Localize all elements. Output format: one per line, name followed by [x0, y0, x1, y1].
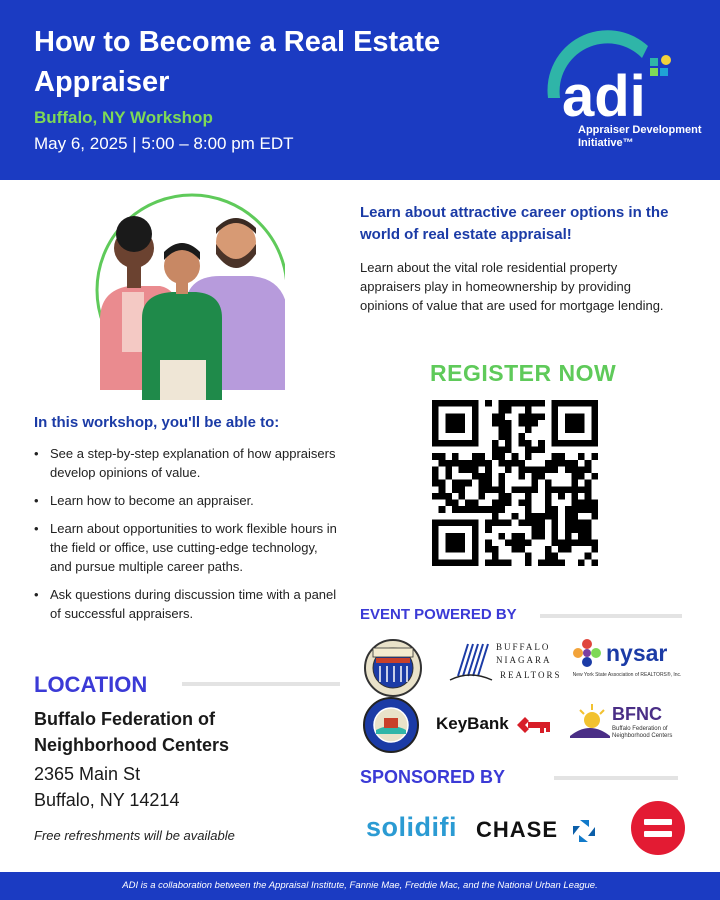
event-date: May 6, 2025 | 5:00 – 8:00 pm EDT [34, 134, 294, 153]
people-illustration [60, 190, 285, 400]
list-item: • See a step-by-step explanation of how appraisers develop opinions of value. [34, 444, 339, 482]
city-seal-icon [362, 696, 420, 754]
adi-logo [538, 28, 702, 163]
bnar-emblem-icon [448, 636, 494, 686]
footer-banner [0, 872, 720, 900]
list-item: • Learn how to become an appraiser. [34, 491, 339, 510]
chase-logo: CHASE [476, 817, 600, 845]
refreshments-note: Free refreshments will be available [34, 828, 235, 843]
page-title: How to Become a Real Estate Appraiser [34, 26, 441, 98]
nysar-pinwheel-icon [572, 638, 602, 668]
list-item: • Learn about opportunities to work flexible hours in the field or office, use cutting-edge technology, and pursue multiple career paths. [34, 519, 339, 576]
venue-name: Buffalo Federation of Neighborhood Centers [34, 709, 230, 755]
nareb-realtist-logo [360, 638, 426, 698]
workshop-benefits-list [34, 444, 339, 632]
intro-heading: Learn about attractive career options in the world of real estate appraisal! [360, 204, 669, 243]
bfnc-sun-house-icon [568, 700, 612, 740]
svg-text:adi: adi [562, 64, 646, 128]
adi-logo-icon [538, 28, 698, 128]
header-banner [0, 0, 720, 180]
workshop-heading: In this workshop, you'll be able to: [34, 414, 280, 431]
equal-sign-icon [630, 800, 686, 856]
nareb-seal-icon [360, 638, 426, 698]
key-icon [514, 714, 552, 736]
divider [554, 776, 678, 780]
divider [540, 614, 682, 618]
keybank-logo: KeyBank [436, 712, 554, 738]
nysar-logo: nysar New York State Association of REALTORS®, Inc. [572, 640, 682, 678]
intro-body: Learn about the vital role residential property appraisers play in homeownership by providing opinions of value that are used for mortgage lending. [360, 260, 664, 313]
buffalo-niagara-realtors-logo: BUFFALO NIAGARA REALTORS [448, 636, 558, 690]
list-item: • Ask questions during discussion time with a panel of successful appraisers. [34, 585, 339, 623]
city-of-buffalo-seal [362, 696, 420, 754]
adi-org-name: Appraiser Development Initiative™ [578, 124, 702, 149]
register-now-label: REGISTER NOW [430, 360, 617, 386]
national-urban-league-logo [630, 800, 686, 856]
register-qr-code[interactable] [432, 400, 598, 566]
venue-street: 2365 Main St [34, 764, 141, 784]
venue-city: Buffalo, NY 14214 [34, 790, 180, 810]
bfnc-logo: BFNC Buffalo Federation of Neighborhood Centers [568, 700, 680, 744]
chase-octagon-icon [572, 819, 596, 843]
powered-by-heading: EVENT POWERED BY [360, 606, 517, 623]
sponsored-by-heading: SPONSORED BY [360, 767, 506, 787]
solidifi-logo: solidifi [366, 812, 457, 842]
location-heading: LOCATION [34, 672, 148, 697]
footer-text: ADI is a collaboration between the Appraisal Institute, Fannie Mae, Freddie Mac, and the National Urban League. [122, 880, 598, 891]
divider [182, 682, 340, 686]
workshop-location-subtitle: Buffalo, NY Workshop [34, 108, 213, 127]
